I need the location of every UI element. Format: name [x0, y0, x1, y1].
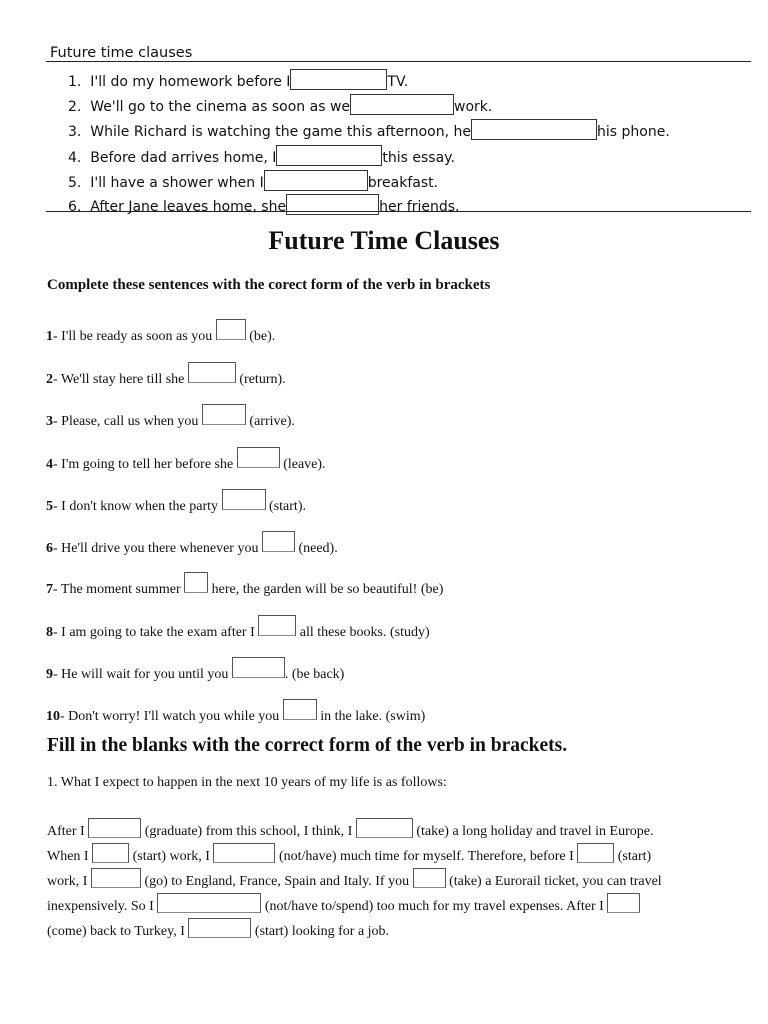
- item-text-before: - I am going to take the exam after I: [53, 625, 255, 640]
- answer-field[interactable]: [88, 818, 141, 838]
- answer-field[interactable]: [188, 362, 236, 383]
- exercise-item: [46, 615, 430, 643]
- item-text-after: in the lake. (swim): [320, 709, 426, 724]
- item-number: 10: [46, 709, 60, 724]
- item-number: 2.: [68, 99, 82, 115]
- text-segment: (go) to England, France, Spain and Italy. If you: [144, 874, 410, 889]
- item-text-after: . (be back): [284, 667, 345, 682]
- item-number: 1: [46, 329, 53, 344]
- item-number: 8: [46, 625, 53, 640]
- text-segment: inexpensively. So I: [47, 899, 154, 914]
- answer-field[interactable]: [290, 69, 387, 90]
- text-segment: (start): [617, 849, 652, 864]
- section1-item: [68, 94, 492, 116]
- item-text-after: (need).: [298, 541, 338, 556]
- text-segment: When I: [47, 849, 89, 864]
- exercise-item: [46, 657, 344, 685]
- paragraph-line: [47, 818, 653, 842]
- exercise-intro: 1. What I expect to happen in the next 10 years of my life is as follows:: [47, 775, 447, 790]
- answer-field[interactable]: [413, 868, 446, 888]
- item-text-after: (arrive).: [249, 414, 295, 429]
- item-number: 5: [46, 499, 53, 514]
- section1-bottom-rule: [46, 211, 751, 212]
- exercise-item: [46, 531, 338, 559]
- item-text-before: I'll do my homework before I: [90, 74, 291, 90]
- item-text-after: (return).: [239, 372, 286, 387]
- item-text-before: - He will wait for you until you: [53, 667, 229, 682]
- item-text-after: her friends.: [379, 199, 460, 215]
- text-segment: (come) back to Turkey, I: [47, 924, 185, 939]
- item-number: 7: [46, 582, 53, 597]
- answer-field[interactable]: [91, 868, 141, 888]
- item-text-before: While Richard is watching the game this afternoon, he: [90, 124, 471, 140]
- text-segment: (take) a long holiday and travel in Europe.: [416, 824, 654, 839]
- item-text-before: - I don't know when the party: [53, 499, 219, 514]
- answer-field[interactable]: [607, 893, 640, 913]
- answer-field[interactable]: [184, 572, 208, 593]
- item-text-after: work.: [454, 99, 493, 115]
- item-text-after: (be).: [249, 329, 276, 344]
- section1-item: [68, 170, 438, 192]
- answer-field[interactable]: [471, 119, 597, 140]
- item-number: 6: [46, 541, 53, 556]
- answer-field[interactable]: [258, 615, 296, 636]
- item-text-before: - The moment summer: [53, 582, 181, 597]
- item-number: 5.: [68, 175, 82, 191]
- item-number: 1.: [68, 74, 82, 90]
- item-text-before: Before dad arrives home, I: [90, 150, 277, 166]
- answer-field[interactable]: [262, 531, 295, 552]
- text-segment: (take) a Eurorail ticket, you can travel: [449, 874, 662, 889]
- answer-field[interactable]: [222, 489, 266, 510]
- section1-top-rule: [46, 61, 751, 62]
- item-text-after: all these books. (study): [299, 625, 430, 640]
- answer-field[interactable]: [232, 657, 285, 678]
- answer-field[interactable]: [276, 145, 382, 166]
- answer-field[interactable]: [577, 843, 614, 863]
- exercise-item: [46, 699, 425, 727]
- item-text-after: (leave).: [283, 457, 326, 472]
- answer-field[interactable]: [188, 918, 251, 938]
- answer-field[interactable]: [213, 843, 275, 863]
- section1-item: [68, 145, 455, 167]
- answer-field[interactable]: [264, 170, 368, 191]
- item-text-before: - He'll drive you there whenever you: [53, 541, 259, 556]
- text-segment: (graduate) from this school, I think, I: [144, 824, 353, 839]
- item-text-after: breakfast.: [367, 175, 439, 191]
- exercise-item: [46, 404, 295, 432]
- item-text-after: here, the garden will be so beautiful! (be): [211, 582, 444, 597]
- item-number: 2: [46, 372, 53, 387]
- section1-item: [68, 119, 670, 141]
- answer-field[interactable]: [157, 893, 261, 913]
- answer-field[interactable]: [356, 818, 413, 838]
- item-text-before: - I'll be ready as soon as you: [53, 329, 213, 344]
- paragraph-line: [47, 918, 389, 942]
- item-text-before: I'll have a shower when I: [90, 175, 264, 191]
- item-text-before: - Don't worry! I'll watch you while you: [60, 709, 280, 724]
- answer-field[interactable]: [202, 404, 246, 425]
- text-segment: (start) looking for a job.: [254, 924, 390, 939]
- item-text-before: - Please, call us when you: [53, 414, 199, 429]
- paragraph-line: [47, 868, 662, 892]
- item-text-after: TV.: [387, 74, 409, 90]
- item-number: 3.: [68, 124, 82, 140]
- item-text-after: his phone.: [597, 124, 670, 140]
- item-number: 3: [46, 414, 53, 429]
- section1-item: [68, 194, 459, 216]
- item-number: 4.: [68, 150, 82, 166]
- instruction-heading: Complete these sentences with the corect form of the verb in brackets: [47, 277, 491, 293]
- item-text-before: - I'm going to tell her before she: [53, 457, 234, 472]
- answer-field[interactable]: [92, 843, 129, 863]
- section1-title: Future time clauses: [50, 45, 193, 61]
- instruction-heading: Fill in the blanks with the correct form of the verb in brackets.: [47, 735, 568, 756]
- exercise-item: [46, 447, 326, 475]
- exercise-item: [46, 572, 443, 600]
- text-segment: (not/have to/spend) too much for my travel expenses. After I: [264, 899, 604, 914]
- answer-field[interactable]: [237, 447, 280, 468]
- item-text-before: We'll go to the cinema as soon as we: [90, 99, 351, 115]
- item-number: 6.: [68, 199, 82, 215]
- section1-item: [68, 69, 408, 91]
- exercise-item: [46, 362, 286, 390]
- paragraph-line: [47, 843, 651, 867]
- page-title: Future Time Clauses: [268, 226, 500, 255]
- text-segment: After I: [47, 824, 85, 839]
- text-segment: (not/have) much time for myself. Therefore, before I: [278, 849, 574, 864]
- item-text-after: (start).: [269, 499, 306, 514]
- answer-field[interactable]: [283, 699, 317, 720]
- exercise-item: [46, 319, 275, 347]
- text-segment: work, I: [47, 874, 88, 889]
- item-number: 9: [46, 667, 53, 682]
- item-text-before: After Jane leaves home, she: [90, 199, 287, 215]
- paragraph-line: [47, 893, 640, 917]
- item-text-before: - We'll stay here till she: [53, 372, 185, 387]
- exercise-item: [46, 489, 306, 517]
- text-segment: (start) work, I: [132, 849, 210, 864]
- answer-field[interactable]: [216, 319, 246, 340]
- item-number: 4: [46, 457, 53, 472]
- answer-field[interactable]: [350, 94, 454, 115]
- item-text-after: this essay.: [382, 150, 455, 166]
